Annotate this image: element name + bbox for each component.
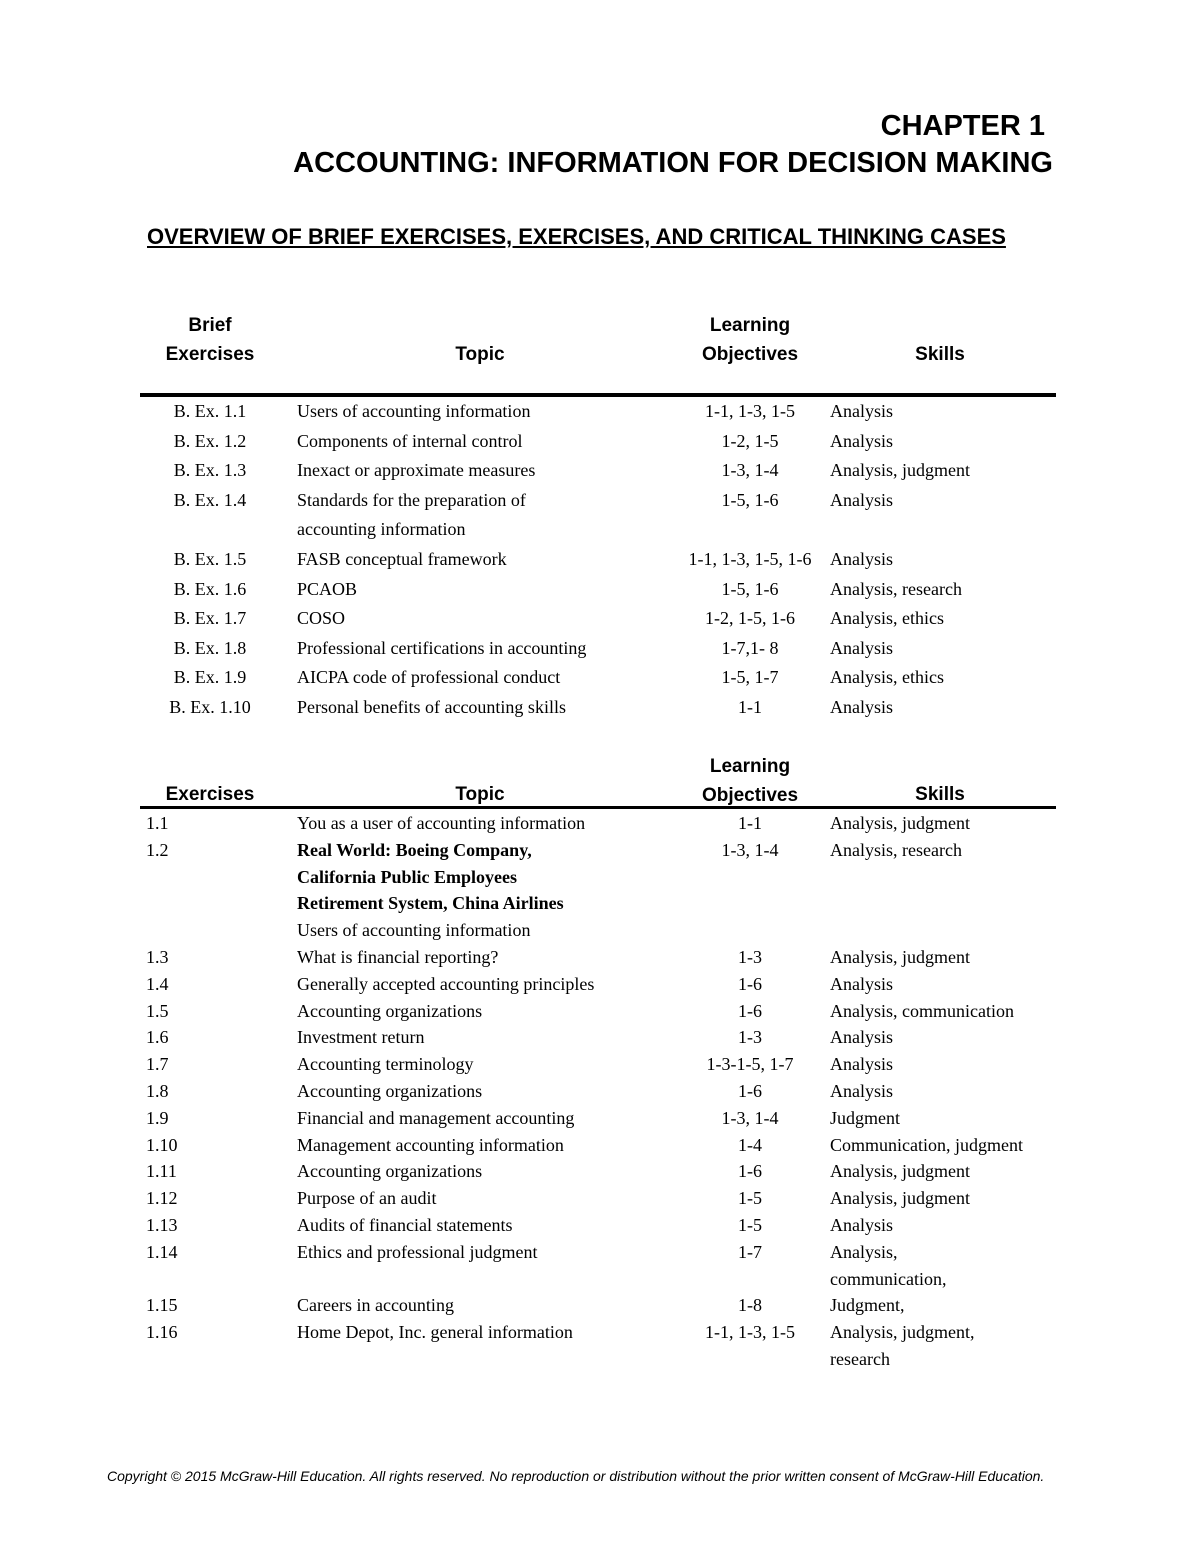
exercise-skills: Analysis	[830, 973, 893, 994]
brief-topic: Users of accounting information	[297, 401, 531, 421]
exercise-learning-objectives: 1-3, 1-4	[721, 839, 779, 860]
exercise-exercise-number: 1.16	[146, 1322, 178, 1343]
brief-topic: PCAOB	[297, 578, 358, 599]
brief-col-exercises-line1: Brief	[188, 315, 232, 336]
exercise-exercise-number: 1.11	[146, 1161, 177, 1182]
brief-skills: Analysis	[830, 637, 893, 658]
brief-col-objectives-header	[672, 311, 828, 369]
exercise-learning-objectives: 1-3	[738, 947, 762, 967]
brief-topic: Standards for the preparation of accounting information	[297, 489, 526, 540]
exercise-topic: Management accounting information	[297, 1134, 564, 1155]
brief-skills: Analysis, ethics	[830, 608, 944, 629]
brief-learning-objectives: 1-5, 1-7	[721, 667, 779, 688]
ex-col-objectives-line2: Objectives	[701, 785, 799, 806]
brief-skills: Analysis	[830, 401, 893, 421]
brief-exercise-number: B. Ex. 1.1	[173, 401, 247, 421]
brief-skills: Analysis	[830, 697, 893, 717]
exercise-topic: Real World: Boeing Company, California Public Employees Retirement System, China Airlines Users of accounting information	[297, 839, 564, 941]
exercise-learning-objectives: 1-3	[738, 1027, 762, 1048]
brief-learning-objectives: 1-1, 1-3, 1-5	[705, 401, 795, 421]
exercise-exercise-number: 1.4	[146, 973, 169, 994]
brief-exercise-number: B. Ex. 1.3	[173, 460, 247, 481]
brief-learning-objectives: 1-7,1- 8	[721, 637, 779, 658]
exercise-learning-objectives: 1-1	[738, 813, 762, 833]
brief-col-topic-header: Topic	[455, 344, 505, 365]
brief-topic: Professional certifications in accounting	[297, 637, 587, 658]
brief-exercise-number: B. Ex. 1.6	[173, 578, 247, 599]
exercise-topic: Investment return	[297, 1027, 425, 1048]
exercise-topic: Purpose of an audit	[297, 1188, 437, 1209]
exercise-skills: Analysis, communication	[830, 1000, 1014, 1021]
exercise-skills: Analysis, communication,	[830, 1241, 947, 1289]
exercise-topic: Accounting organizations	[297, 1161, 483, 1182]
exercise-skills: Analysis	[830, 1054, 893, 1075]
exercise-exercise-number: 1.12	[146, 1188, 178, 1209]
exercise-exercise-number: 1.7	[146, 1054, 169, 1075]
exercise-exercise-number: 1.13	[146, 1215, 178, 1235]
brief-exercise-number: B. Ex. 1.9	[173, 667, 247, 688]
brief-exercise-number: B. Ex. 1.10	[169, 697, 251, 717]
exercise-learning-objectives: 1-3-1-5, 1-7	[706, 1054, 794, 1075]
brief-exercise-number: B. Ex. 1.2	[173, 430, 247, 451]
chapter-subtitle: ACCOUNTING: INFORMATION FOR DECISION MAKING	[293, 147, 1053, 179]
exercise-skills: Analysis	[830, 1215, 893, 1235]
exercise-skills: Judgment,	[830, 1295, 905, 1316]
brief-topic: AICPA code of professional conduct	[297, 667, 561, 688]
exercise-learning-objectives: 1-6	[738, 1081, 762, 1101]
exercise-exercise-number: 1.3	[146, 947, 169, 967]
exercise-learning-objectives: 1-8	[738, 1295, 762, 1316]
brief-exercise-number: B. Ex. 1.7	[173, 608, 247, 629]
brief-skills: Analysis, judgment	[830, 460, 970, 481]
exercise-topic: Generally accepted accounting principles	[297, 973, 595, 994]
exercise-skills: Analysis, judgment	[830, 813, 970, 833]
ex-header-rule	[140, 806, 1056, 809]
ex-col-topic-header: Topic	[455, 784, 505, 805]
brief-learning-objectives: 1-1, 1-3, 1-5, 1-6	[688, 549, 812, 569]
brief-topic: FASB conceptual framework	[297, 549, 507, 569]
exercise-topic: Ethics and professional judgment	[297, 1241, 538, 1262]
exercise-topic: Audits of financial statements	[297, 1215, 513, 1235]
brief-col-skills-header: Skills	[915, 344, 965, 365]
brief-learning-objectives: 1-1	[738, 697, 762, 717]
brief-col-exercises-line2: Exercises	[165, 344, 255, 365]
exercise-exercise-number: 1.8	[146, 1081, 169, 1101]
brief-skills: Analysis	[830, 549, 893, 569]
brief-learning-objectives: 1-5, 1-6	[721, 489, 779, 510]
exercise-learning-objectives: 1-1, 1-3, 1-5	[705, 1322, 795, 1343]
ex-col-exercises-header: Exercises	[165, 784, 255, 805]
brief-topic: Components of internal control	[297, 430, 523, 451]
brief-skills: Analysis, research	[830, 578, 962, 599]
brief-skills: Analysis	[830, 489, 893, 510]
brief-skills: Analysis, ethics	[830, 667, 944, 688]
exercise-learning-objectives: 1-7	[738, 1241, 762, 1262]
exercise-learning-objectives: 1-3, 1-4	[721, 1107, 779, 1128]
brief-learning-objectives: 1-3, 1-4	[721, 460, 779, 481]
ex-col-objectives-line1: Learning	[709, 756, 791, 777]
exercise-learning-objectives: 1-6	[738, 973, 762, 994]
brief-skills: Analysis	[830, 430, 893, 451]
brief-col-objectives-line1: Learning	[709, 315, 791, 336]
exercise-skills: Analysis	[830, 1027, 893, 1048]
exercise-skills: Analysis, judgment	[830, 1161, 970, 1182]
exercise-skills: Analysis, judgment	[830, 947, 970, 967]
exercise-topic: Accounting terminology	[297, 1054, 474, 1075]
exercise-skills: Analysis	[830, 1081, 893, 1101]
exercise-topic: What is financial reporting?	[297, 947, 499, 967]
exercise-exercise-number: 1.10	[146, 1134, 178, 1155]
brief-learning-objectives: 1-5, 1-6	[721, 578, 779, 599]
exercise-topic: Careers in accounting	[297, 1295, 454, 1316]
exercise-topic: Home Depot, Inc. general information	[297, 1322, 573, 1343]
brief-exercise-number: B. Ex. 1.4	[173, 489, 247, 510]
exercise-exercise-number: 1.2	[146, 839, 169, 860]
exercise-topic: You as a user of accounting information	[297, 813, 586, 833]
exercise-exercise-number: 1.14	[146, 1241, 178, 1262]
brief-exercise-number: B. Ex. 1.8	[173, 637, 247, 658]
ex-col-skills-header: Skills	[915, 784, 965, 805]
overview-heading: OVERVIEW OF BRIEF EXERCISES, EXERCISES, AND CRITICAL THINKING CASES	[147, 224, 1006, 249]
copyright-notice: Copyright © 2015 McGraw-Hill Education. All rights reserved. No reproduction or distribution without the prior written consent of McGraw-Hill Education.	[107, 1468, 1045, 1484]
brief-learning-objectives: 1-2, 1-5	[721, 430, 779, 451]
brief-topic: Personal benefits of accounting skills	[297, 697, 566, 717]
exercise-exercise-number: 1.6	[146, 1027, 169, 1048]
exercise-topic: Accounting organizations	[297, 1081, 483, 1101]
exercise-learning-objectives: 1-5	[738, 1215, 762, 1235]
exercise-topic: Financial and management accounting	[297, 1107, 575, 1128]
brief-exercise-number: B. Ex. 1.5	[173, 549, 247, 569]
exercise-exercise-number: 1.15	[146, 1295, 178, 1316]
chapter-title: CHAPTER 1	[880, 110, 1045, 142]
ex-col-objectives-header	[672, 752, 828, 810]
brief-learning-objectives: 1-2, 1-5, 1-6	[705, 608, 795, 629]
exercise-skills: Analysis, judgment	[830, 1188, 970, 1209]
exercise-learning-objectives: 1-6	[738, 1161, 762, 1182]
exercise-skills: Judgment	[830, 1107, 900, 1128]
exercise-skills: Analysis, research	[830, 839, 962, 860]
brief-topic: COSO	[297, 608, 346, 629]
exercise-learning-objectives: 1-6	[738, 1000, 762, 1021]
exercise-skills: Communication, judgment	[830, 1134, 1023, 1155]
exercise-learning-objectives: 1-4	[738, 1134, 762, 1155]
exercise-exercise-number: 1.5	[146, 1000, 169, 1021]
exercise-skills: Analysis, judgment, research	[830, 1322, 975, 1369]
exercise-learning-objectives: 1-5	[738, 1188, 762, 1209]
brief-topic: Inexact or approximate measures	[297, 460, 536, 481]
exercise-topic: Accounting organizations	[297, 1000, 483, 1021]
exercise-exercise-number: 1.9	[146, 1107, 169, 1128]
brief-col-exercises-header	[150, 311, 270, 369]
brief-col-objectives-line2: Objectives	[701, 344, 799, 365]
exercise-exercise-number: 1.1	[146, 813, 169, 833]
